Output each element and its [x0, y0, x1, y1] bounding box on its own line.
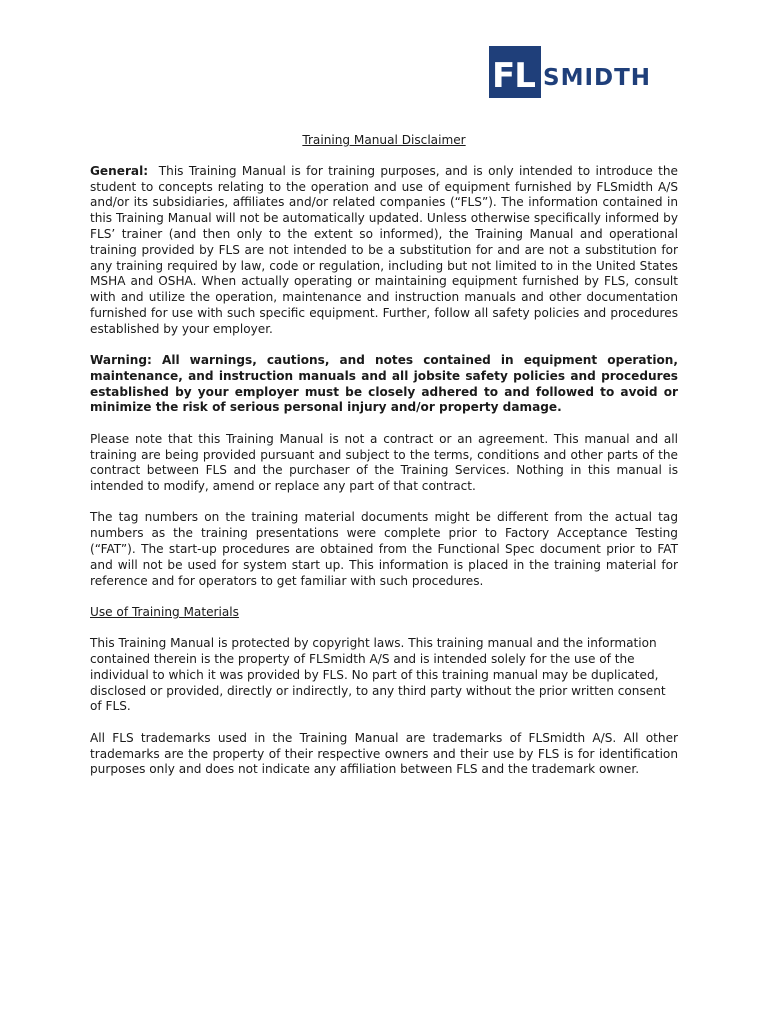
tag-numbers-paragraph: The tag numbers on the training material documents might be different from the actual tag numbers as the training presentations were complete prior to Factory Acceptance Testing (“FAT”). The start-up procedures are obtained from the Functional Spec document prior to FAT and will not be used for system start up. This information is placed in the training material for reference and for operators to get familiar with such procedures. [90, 510, 678, 588]
document-body [90, 133, 678, 794]
logo-rest-text: SMIDTH [543, 65, 652, 91]
copyright-paragraph: This Training Manual is protected by copyright laws. This training manual and the information contained therein is the property of FLSmidth A/S and is intended solely for the use of the individual to which it was provided by FLS. No part of this training manual may be duplicated, disclosed or provided, directly or indirectly, to any third party without the prior written consent of FLS. [90, 636, 666, 714]
general-text: This Training Manual is for training purposes, and is only intended to introduce the student to concepts relating to the operation and use of equipment furnished by FLSmidth A/S and/or its subsidiaries, affiliates and/or related companies (“FLS”). The information contained in this Training Manual will not be automatically updated. Unless otherwise specifically informed by FLS’ trainer (and then only to the extent so informed), the Training Manual and operational training provided by FLS are not intended to be a substitution for and are not a substitution for any training required by law, code or regulation, including but not limited to in the United States MSHA and OSHA. When actually operating or maintaining equipment furnished by FLS, consult with and utilize the operation, maintenance and instruction manuals and other documentation furnished for use with such specific equipment. Further, follow all safety policies and procedures established by your employer. [90, 163, 678, 336]
contract-paragraph: Please note that this Training Manual is not a contract or an agreement. This manual and all training are being provided pursuant and subject to the terms, conditions and other parts of the contract between FLS and the purchaser of the Training Services. Nothing in this manual is intended to modify, amend or replace any part of that contract. [90, 431, 678, 494]
use-section-title: Use of Training Materials [90, 604, 239, 619]
general-paragraph [90, 164, 678, 338]
general-label: General: [90, 163, 149, 178]
logo-box [489, 46, 541, 98]
warning-paragraph: Warning: All warnings, cautions, and notes contained in equipment operation, maintenance, and instruction manuals and all jobsite safety policies and procedures established by your employer must be closely adhered to and followed to avoid or minimize the risk of serious personal injury and/or property damage. [90, 353, 678, 415]
flsmidth-logo [489, 46, 651, 98]
logo-box-text: FL [492, 56, 535, 96]
trademarks-paragraph: All FLS trademarks used in the Training Manual are trademarks of FLSmidth A/S. All other trademarks are the property of their respective owners and their use by FLS is for identification purposes only and does not indicate any affiliation between FLS and the trademark owner. [90, 730, 678, 777]
page-title: Training Manual Disclaimer [302, 133, 466, 147]
